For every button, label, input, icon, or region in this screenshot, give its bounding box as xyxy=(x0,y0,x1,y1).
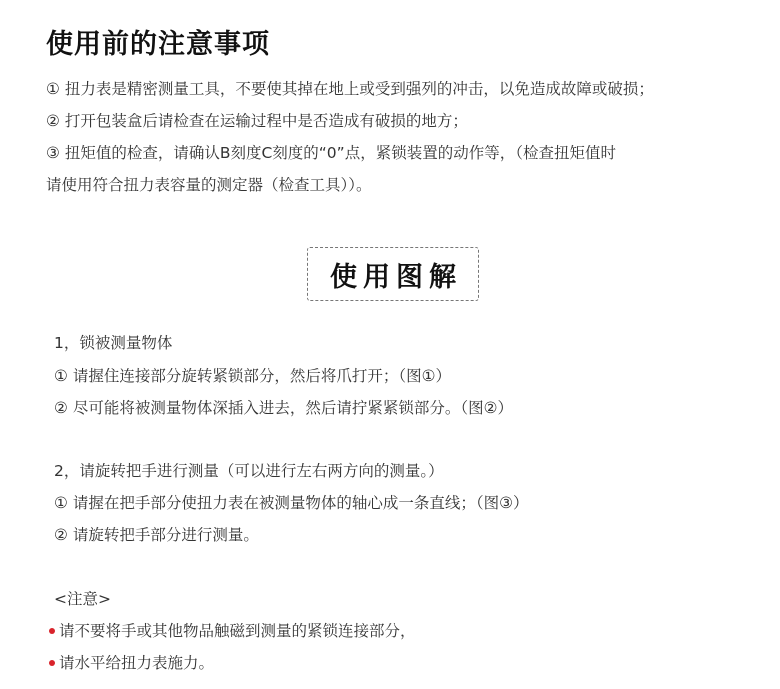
notice-bullet-1 xyxy=(49,621,416,641)
notice-bullet-1-text: 请不要将手或其他物品触磁到测量的紧锁连接部分， xyxy=(59,622,416,640)
precaution-2: ② 打开包装盒后请检查在运输过程中是否造成有破损的地方； xyxy=(46,112,468,130)
precaution-3: ③ 扭矩值的检查，请确认B刻度C刻度的“0”点，紧锁装置的动作等，（检查扭矩值时 xyxy=(46,144,616,162)
red-bullet-icon xyxy=(49,660,55,666)
notice-heading: <注意> xyxy=(54,590,111,608)
step1-heading: 1，锁被测量物体 xyxy=(54,334,173,352)
section-badge xyxy=(307,247,479,301)
step2-item-1: ① 请握在把手部分使扭力表在被测量物体的轴心成一条直线；（图③） xyxy=(54,494,529,512)
notice-bullet-2-text: 请水平给扭力表施力。 xyxy=(59,654,215,672)
red-bullet-icon xyxy=(49,628,55,634)
page-title: 使用前的注意事项 xyxy=(46,29,270,60)
section-badge-label: 使用图解 xyxy=(330,261,462,293)
precaution-3-continued: 请使用符合扭力表容量的测定器（检查工具））。 xyxy=(46,176,372,194)
step1-item-2: ② 尽可能将被测量物体深插入进去，然后请拧紧紧锁部分。（图②） xyxy=(54,399,513,417)
notice-bullet-2 xyxy=(49,653,214,673)
precaution-1: ① 扭力表是精密测量工具，不要使其掉在地上或受到强列的冲击，以免造成故障或破损； xyxy=(46,80,654,98)
step1-item-1: ① 请握住连接部分旋转紧锁部分，然后将爪打开；（图①） xyxy=(54,367,451,385)
step2-heading: 2，请旋转把手进行测量（可以进行左右两方向的测量。） xyxy=(54,462,444,480)
step2-item-2: ② 请旋转把手部分进行测量。 xyxy=(54,526,259,544)
